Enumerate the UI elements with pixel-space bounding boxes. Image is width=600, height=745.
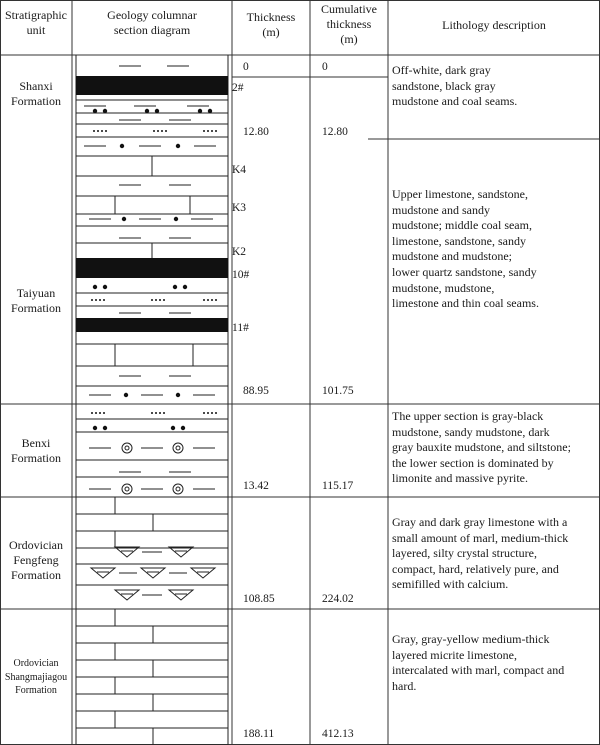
marker-coal-11: 11# xyxy=(232,322,249,334)
silt-dots xyxy=(151,412,153,414)
cumulative-value-shanxi: 12.80 xyxy=(322,126,348,138)
coal-seam xyxy=(76,318,228,332)
thickness-value-shangmajiagou: 188.11 xyxy=(243,728,275,740)
silt-dots xyxy=(215,299,217,301)
silt-dots xyxy=(103,299,105,301)
silt-dots xyxy=(159,299,161,301)
marl-symbol xyxy=(169,590,193,600)
oolite-symbol xyxy=(125,487,129,491)
silt-dots xyxy=(211,130,213,132)
silt-dots xyxy=(157,130,159,132)
header-thickness: Thickness (m) xyxy=(246,10,296,39)
silt-dots xyxy=(105,130,107,132)
oolite-symbol xyxy=(176,446,180,450)
sand-dot xyxy=(120,144,124,148)
silt-dots xyxy=(153,130,155,132)
marker-k2: K2 xyxy=(232,246,247,258)
silt-dots xyxy=(203,130,205,132)
silt-dots xyxy=(211,412,213,414)
silt-dots xyxy=(91,412,93,414)
thickness-value-benxi: 13.42 xyxy=(243,480,269,492)
thickness-top-value: 0 xyxy=(243,61,249,73)
marl-symbol xyxy=(191,568,215,578)
sand-dot xyxy=(145,109,149,113)
silt-dots xyxy=(207,412,209,414)
coal-seam xyxy=(76,258,228,278)
silt-dots xyxy=(93,130,95,132)
sand-dot xyxy=(122,217,126,221)
silt-dots xyxy=(207,299,209,301)
silt-dots xyxy=(161,130,163,132)
silt-dots xyxy=(207,130,209,132)
lithology-benxi: The upper section is gray-black mudstone, sandy mudstone, dark gray bauxite mudstone, and siltstone; the lower section is dominated by limonite and massive pyrite. xyxy=(392,409,571,486)
silt-dots xyxy=(155,412,157,414)
cumulative-value-fengfeng: 224.02 xyxy=(322,593,354,605)
thickness-value-taiyuan: 88.95 xyxy=(243,385,269,397)
sand-dot xyxy=(93,426,97,430)
cumulative-value-benxi: 115.17 xyxy=(322,480,354,492)
cumulative-value-shangmajiagou: 412.13 xyxy=(322,728,354,740)
silt-dots xyxy=(97,130,99,132)
sand-dot xyxy=(93,109,97,113)
marl-symbol xyxy=(115,590,139,600)
cumulative-value-taiyuan: 101.75 xyxy=(322,385,354,397)
silt-dots xyxy=(151,299,153,301)
sand-dot xyxy=(124,393,128,397)
formation-name-shangmajiagou: Ordovician Shangmajiagou Formation xyxy=(4,658,68,696)
sand-dot xyxy=(181,426,185,430)
silt-dots xyxy=(95,299,97,301)
marker-k3: K3 xyxy=(232,202,247,214)
sand-dot xyxy=(198,109,202,113)
silt-dots xyxy=(159,412,161,414)
header-columnar-diagram: Geology columnar section diagram xyxy=(107,8,197,37)
marker-k4: K4 xyxy=(232,164,247,176)
sand-dot xyxy=(176,144,180,148)
sand-dot xyxy=(103,109,107,113)
marker-coal-10: 10# xyxy=(232,269,250,281)
silt-dots xyxy=(99,299,101,301)
silt-dots xyxy=(101,130,103,132)
silt-dots xyxy=(163,299,165,301)
sand-dot xyxy=(173,285,177,289)
sand-dot xyxy=(93,285,97,289)
oolite-symbol xyxy=(122,443,132,453)
sand-dot xyxy=(176,393,180,397)
coal-seam xyxy=(76,76,228,95)
sand-dot xyxy=(208,109,212,113)
oolite-symbol xyxy=(173,484,183,494)
lithology-taiyuan: Upper limestone, sandstone, mudstone and sandy mudstone; middle coal seam, limestone, sandstone, sandy mudstone and mudstone; lower quartz sandstone, sandy mudstone, mudstone, limestone and thin coal seams. xyxy=(392,187,539,311)
header-stratigraphic-unit: Stratigraphic unit xyxy=(5,8,67,37)
header-lithology-description: Lithology description xyxy=(442,18,546,32)
sand-dot xyxy=(174,217,178,221)
silt-dots xyxy=(215,412,217,414)
silt-dots xyxy=(103,412,105,414)
silt-dots xyxy=(165,130,167,132)
header-cumulative-thickness: Cumulative thickness (m) xyxy=(321,2,377,46)
sand-dot xyxy=(155,109,159,113)
silt-dots xyxy=(203,412,205,414)
sand-dot xyxy=(183,285,187,289)
silt-dots xyxy=(95,412,97,414)
formation-name-benxi: Benxi Formation xyxy=(11,436,61,465)
silt-dots xyxy=(215,130,217,132)
oolite-symbol xyxy=(122,484,132,494)
thickness-value-shanxi: 12.80 xyxy=(243,126,269,138)
sand-dot xyxy=(171,426,175,430)
sand-dot xyxy=(103,426,107,430)
marl-symbol xyxy=(91,568,115,578)
cumulative-top-value: 0 xyxy=(322,61,328,73)
silt-dots xyxy=(211,299,213,301)
lithology-shanxi: Off-white, dark gray sandstone, black gray mudstone and coal seams. xyxy=(392,63,518,109)
oolite-symbol xyxy=(176,487,180,491)
marl-symbol xyxy=(141,568,165,578)
thickness-value-fengfeng: 108.85 xyxy=(243,593,275,605)
silt-dots xyxy=(163,412,165,414)
oolite-symbol xyxy=(125,446,129,450)
silt-dots xyxy=(91,299,93,301)
silt-dots xyxy=(155,299,157,301)
lithology-shangmajiagou: Gray, gray-yellow medium-thick layered micrite limestone, intercalated with marl, compact and hard. xyxy=(392,632,565,693)
silt-dots xyxy=(203,299,205,301)
geology-column xyxy=(76,55,228,745)
silt-dots xyxy=(99,412,101,414)
lithology-fengfeng: Gray and dark gray limestone with a small amount of marl, medium-thick layered, silty crystal structure, compact, hard, relatively pure, and semifilled with calcium. xyxy=(392,515,569,592)
marker-coal-2: 2# xyxy=(232,82,244,94)
sand-dot xyxy=(103,285,107,289)
formation-name-shanxi: Shanxi Formation xyxy=(11,79,61,108)
formation-name-taiyuan: Taiyuan Formation xyxy=(11,286,61,315)
oolite-symbol xyxy=(173,443,183,453)
formation-name-fengfeng: Ordovician Fengfeng Formation xyxy=(9,538,63,582)
